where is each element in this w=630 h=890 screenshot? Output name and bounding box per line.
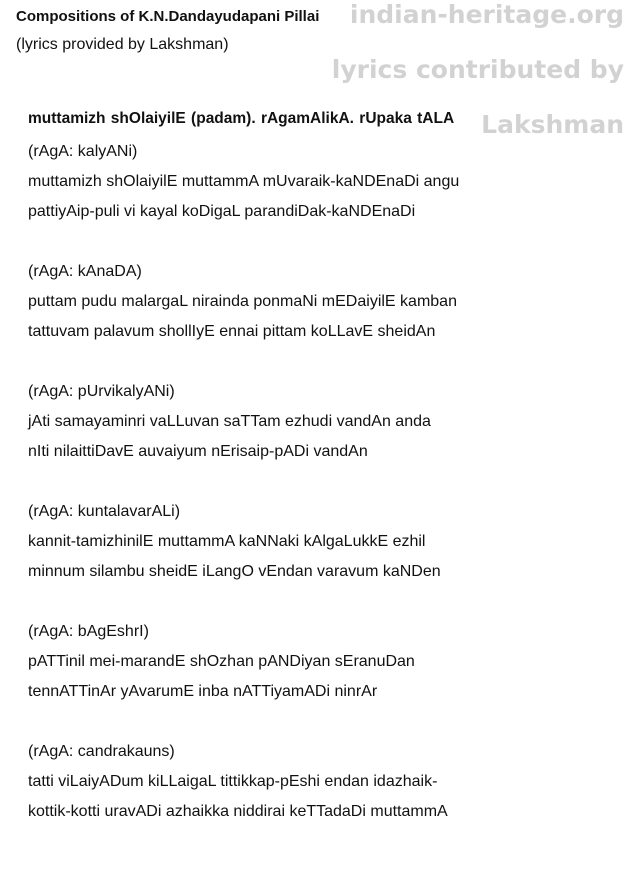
raga-label: (rAgA: kuntalavarALi) (28, 503, 181, 520)
lyric-line: tattuvam palavum shollIyE ennai pittam koLLavE sheidAn (28, 323, 436, 340)
song-section-kalyani (28, 137, 623, 227)
song-section-purvikalyani (28, 377, 623, 467)
lyric-line: puttam pudu malargaL niraindа ponmaNi mEDaiyilE kamban (28, 293, 457, 310)
song-content (28, 107, 623, 857)
raga-label: (rAgA: candrakauns) (28, 743, 175, 760)
page-header (16, 6, 319, 56)
lyric-line: tennATTinAr yAvarumE inba nATTiyamADi ninrAr (28, 683, 378, 700)
lyric-line: minnum silambu sheidE iLangO vEndan varavum kaNDen (28, 563, 441, 580)
lyric-line: kottik-kotti uravADi azhaikka niddirai keTTadaDi muttammA (28, 803, 448, 820)
raga-label: (rAgA: kalyANi) (28, 143, 138, 160)
watermark-site: indian-heritage.org (349, 0, 624, 29)
lyric-line: jAti samayaminri vaLLuvan saTTam ezhudi vandAn anda (28, 413, 431, 430)
lyric-line: kannit-tamizhinilE muttammA kaNNaki kAlgaLukkE ezhil (28, 533, 426, 550)
song-section-bageshri (28, 617, 623, 707)
lyric-line: tatti viLaiyADum kiLLaigaL tittikkap-pEshi endan idazhaik- (28, 773, 438, 790)
song-section-kuntalavarali (28, 497, 623, 587)
raga-label: (rAgA: kAnaDA) (28, 263, 142, 280)
lyric-line: nIti nilaittiDavE auvaiyum nErisaip-pADi vandAn (28, 443, 368, 460)
page-title: Compositions of K.N.Dandayudapani Pillai (16, 8, 320, 25)
song-heading: muttamizh shOlaiyilE (padam). rAgamAlikA. rUpaka tALA (28, 110, 455, 127)
raga-label: (rAgA: pUrvikalyANi) (28, 383, 175, 400)
song-section-candrakauns (28, 737, 623, 827)
watermark-contributed-by: lyrics contributed by (331, 55, 624, 84)
song-section-kanada (28, 257, 623, 347)
watermark-contributor: Lakshman (481, 110, 624, 139)
lyrics-credit: (lyrics provided by Lakshman) (16, 36, 229, 53)
raga-label: (rAgA: bAgEshrI) (28, 623, 149, 640)
lyric-line: pattiyAip-puli vi kayal koDigaL parandiDak-kaNDEnaDi (28, 203, 416, 220)
lyric-line: muttamizh shOlaiyilE muttammA mUvaraik-kaNDEnaDi angu (28, 173, 460, 190)
lyric-line: pATTinil mei-marandE shOzhan pANDiyan sEranuDan (28, 653, 415, 670)
